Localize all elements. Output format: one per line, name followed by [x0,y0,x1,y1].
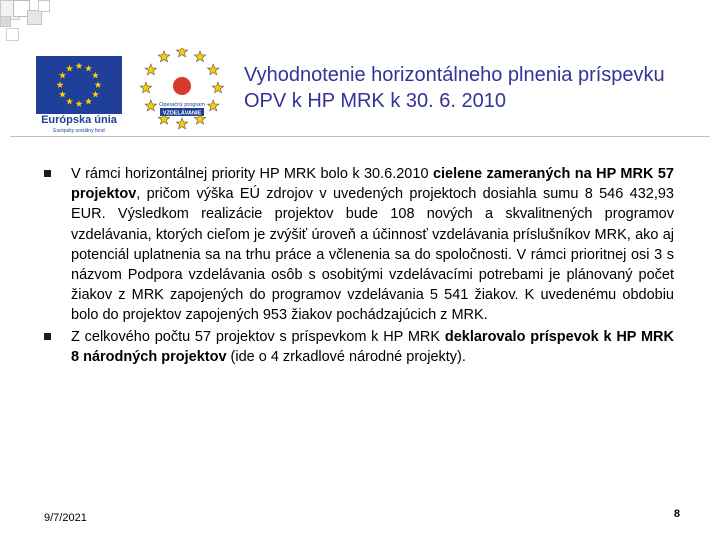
slide-title: Vyhodnotenie horizontálneho plnenia príspevku OPV k HP MRK k 30. 6. 2010 [244,64,665,112]
star-icon [140,82,151,93]
star-icon [92,72,99,79]
star-icon [85,98,92,105]
star-icon [76,62,83,69]
op-vzdelavanie-logo [134,48,230,138]
star-icon [59,91,66,98]
eu-caption: Európska únia [41,114,117,126]
star-icon [95,81,102,88]
eu-subcaption: Európsky sociálny fond [53,128,105,134]
star-icon [145,64,156,75]
eu-stars [36,56,122,114]
decor-square [38,0,50,12]
star-icon [145,100,156,111]
star-icon [59,72,66,79]
page-number: 8 [673,508,680,520]
bullet-text-2a: Z celkového počtu 57 projektov s príspevkom k HP MRK [71,328,445,345]
star-icon [207,100,218,111]
star-icon [92,91,99,98]
star-icon [194,51,205,62]
op-red-circle [173,77,191,95]
star-icon [176,48,187,57]
bullet-text-2c: (ide o 4 zrkadlové národné projekty). [226,348,466,365]
bullet-marker [44,170,51,177]
decor-square [0,16,11,27]
bullet-list [44,164,674,367]
star-icon [57,81,64,88]
star-icon [207,64,218,75]
star-icon [85,65,92,72]
bullet-item [44,327,674,367]
star-icon [66,98,73,105]
eu-logo [36,56,122,134]
footer-date: 9/7/2021 [44,512,87,524]
bullet-item [44,164,674,326]
op-emblem [134,48,230,138]
bullet-text-1a: V rámci horizontálnej priority HP MRK bolo k 30.6.2010 [71,166,433,182]
bullet-text-1c: , pričom výška EÚ zdrojov v uvedených projektoch dosiahla sumu 8 546 432,93 EUR. Výsledkom realizácie projektov bude 108 nových a skvalitnených programov vzdelávania, ktorých cieľom je zvýšiť úroveň a účinnosť vzdelávania príslušníkov MRK, ako aj potenciál uplatnenia sa na trhu práce a včlenenia sa do spoločnosti. V rámci prioritnej osi 3 s názvom Podpora vzdelávania osôb s osobitými vzdelávacími potrebami je plánovaný počet žiakov z MRK zapojených do programov vzdelávania 5 541 žiakov. K uvedenému obdobiu bolo do projektov zapojených 953 žiakov pochádzajúcich z MRK. [71,186,674,324]
op-line2: VZDELÁVANIE [162,110,202,117]
star-icon [212,82,223,93]
bullet-text-2b: deklarovalo príspevok k HP MRK 8 národných projektov [71,328,674,365]
star-icon [158,51,169,62]
decor-square [6,28,19,41]
star-icon [76,100,83,107]
star-icon [66,65,73,72]
bullet-text-1b: cielene zameraných na HP MRK 57 projektov [71,166,675,203]
eu-flag [36,56,122,114]
op-line1: Operačný program [159,102,205,108]
bullet-marker [44,333,51,340]
decor-square [27,10,42,25]
divider [10,136,710,137]
star-icon [176,118,187,129]
